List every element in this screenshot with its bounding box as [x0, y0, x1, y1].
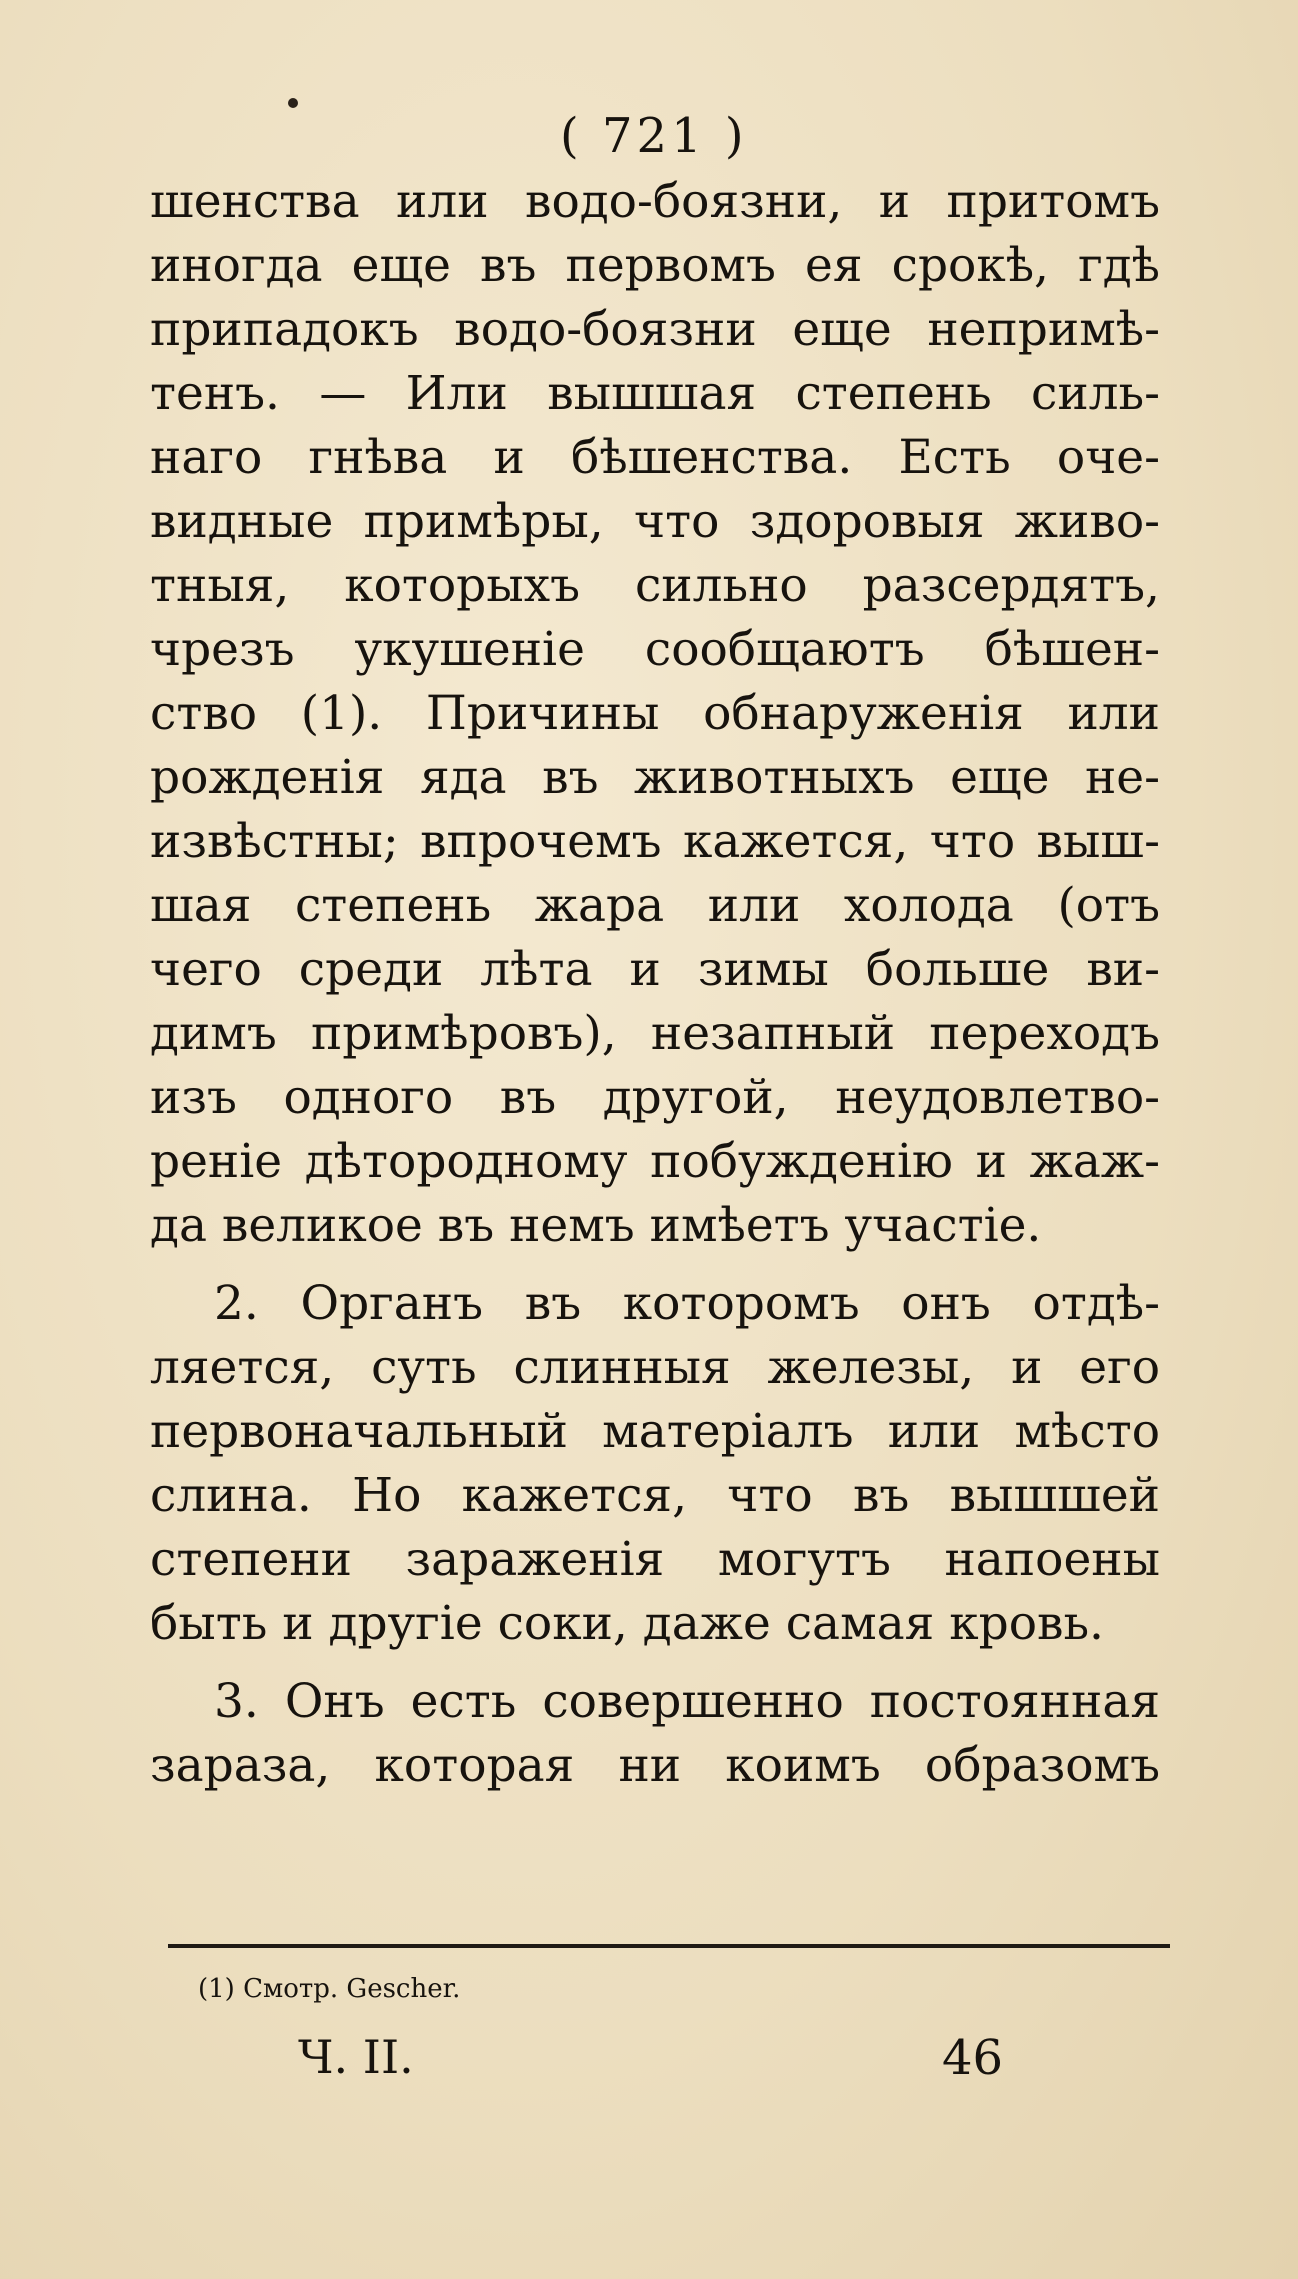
paragraph-gap	[150, 1258, 1160, 1272]
ink-speck	[288, 98, 298, 108]
footnote: (1) Смотр. Gescher.	[198, 1974, 461, 2004]
paragraph-2-line: 2. Органъ въ которомъ онъ отдѣ-	[214, 1276, 1160, 1331]
text-line: да великое въ немъ имѣетъ участіе.	[150, 1198, 1042, 1253]
body-text	[150, 170, 1160, 1798]
signature-mark: Ч. II.	[298, 2030, 414, 2084]
text-line: тныя, которыхъ сильно разсердятъ,	[150, 558, 1160, 613]
text-line: димъ примѣровъ), незапный переходъ	[150, 1006, 1160, 1061]
text-line: ство (1). Причины обнаруженія или	[150, 686, 1160, 741]
text-line: рожденія яда въ животныхъ еще не-	[150, 750, 1160, 805]
text-line: шенства или водо-боязни, и притомъ	[150, 174, 1160, 229]
page-number: ( 721 )	[560, 108, 748, 164]
text-line: припадокъ водо-боязни еще непримѣ-	[150, 302, 1160, 357]
text-line: наго гнѣва и бѣшенства. Есть оче-	[150, 430, 1160, 485]
paragraph-2-line: степени зараженія могутъ напоены	[150, 1532, 1160, 1587]
paragraph-3-line: 3. Онъ есть совершенно постоянная	[214, 1674, 1160, 1729]
paragraph-gap	[150, 1656, 1160, 1670]
text-line: изъ одного въ другой, неудовлетво-	[150, 1070, 1160, 1125]
text-line: шая степень жара или холода (отъ	[150, 878, 1160, 933]
paragraph-2-line: ляется, суть слинныя железы, и его	[150, 1340, 1160, 1395]
paragraph-2-line: первоначальный матеріалъ или мѣсто	[150, 1404, 1160, 1459]
text-line: чрезъ укушеніе сообщаютъ бѣшен-	[150, 622, 1160, 677]
sheet-number: 46	[942, 2030, 1004, 2086]
paragraph-2-line: быть и другіе соки, даже самая кровь.	[150, 1596, 1104, 1651]
text-line: извѣстны; впрочемъ кажется, что выш-	[150, 814, 1160, 869]
paragraph-2-line: слина. Но кажется, что въ вышшей	[150, 1468, 1160, 1523]
footnote-rule	[168, 1944, 1170, 1948]
text-line: тенъ. — Или вышшая степень силь-	[150, 366, 1160, 421]
text-line: видные примѣры, что здоровыя живо-	[150, 494, 1160, 549]
text-line: реніе дѣтородному побужденію и жаж-	[150, 1134, 1160, 1189]
text-line: иногда еще въ первомъ ея срокѣ, гдѣ	[150, 238, 1160, 293]
paragraph-3-line: зараза, которая ни коимъ образомъ	[150, 1738, 1160, 1793]
text-line: чего среди лѣта и зимы больше ви-	[150, 942, 1160, 997]
